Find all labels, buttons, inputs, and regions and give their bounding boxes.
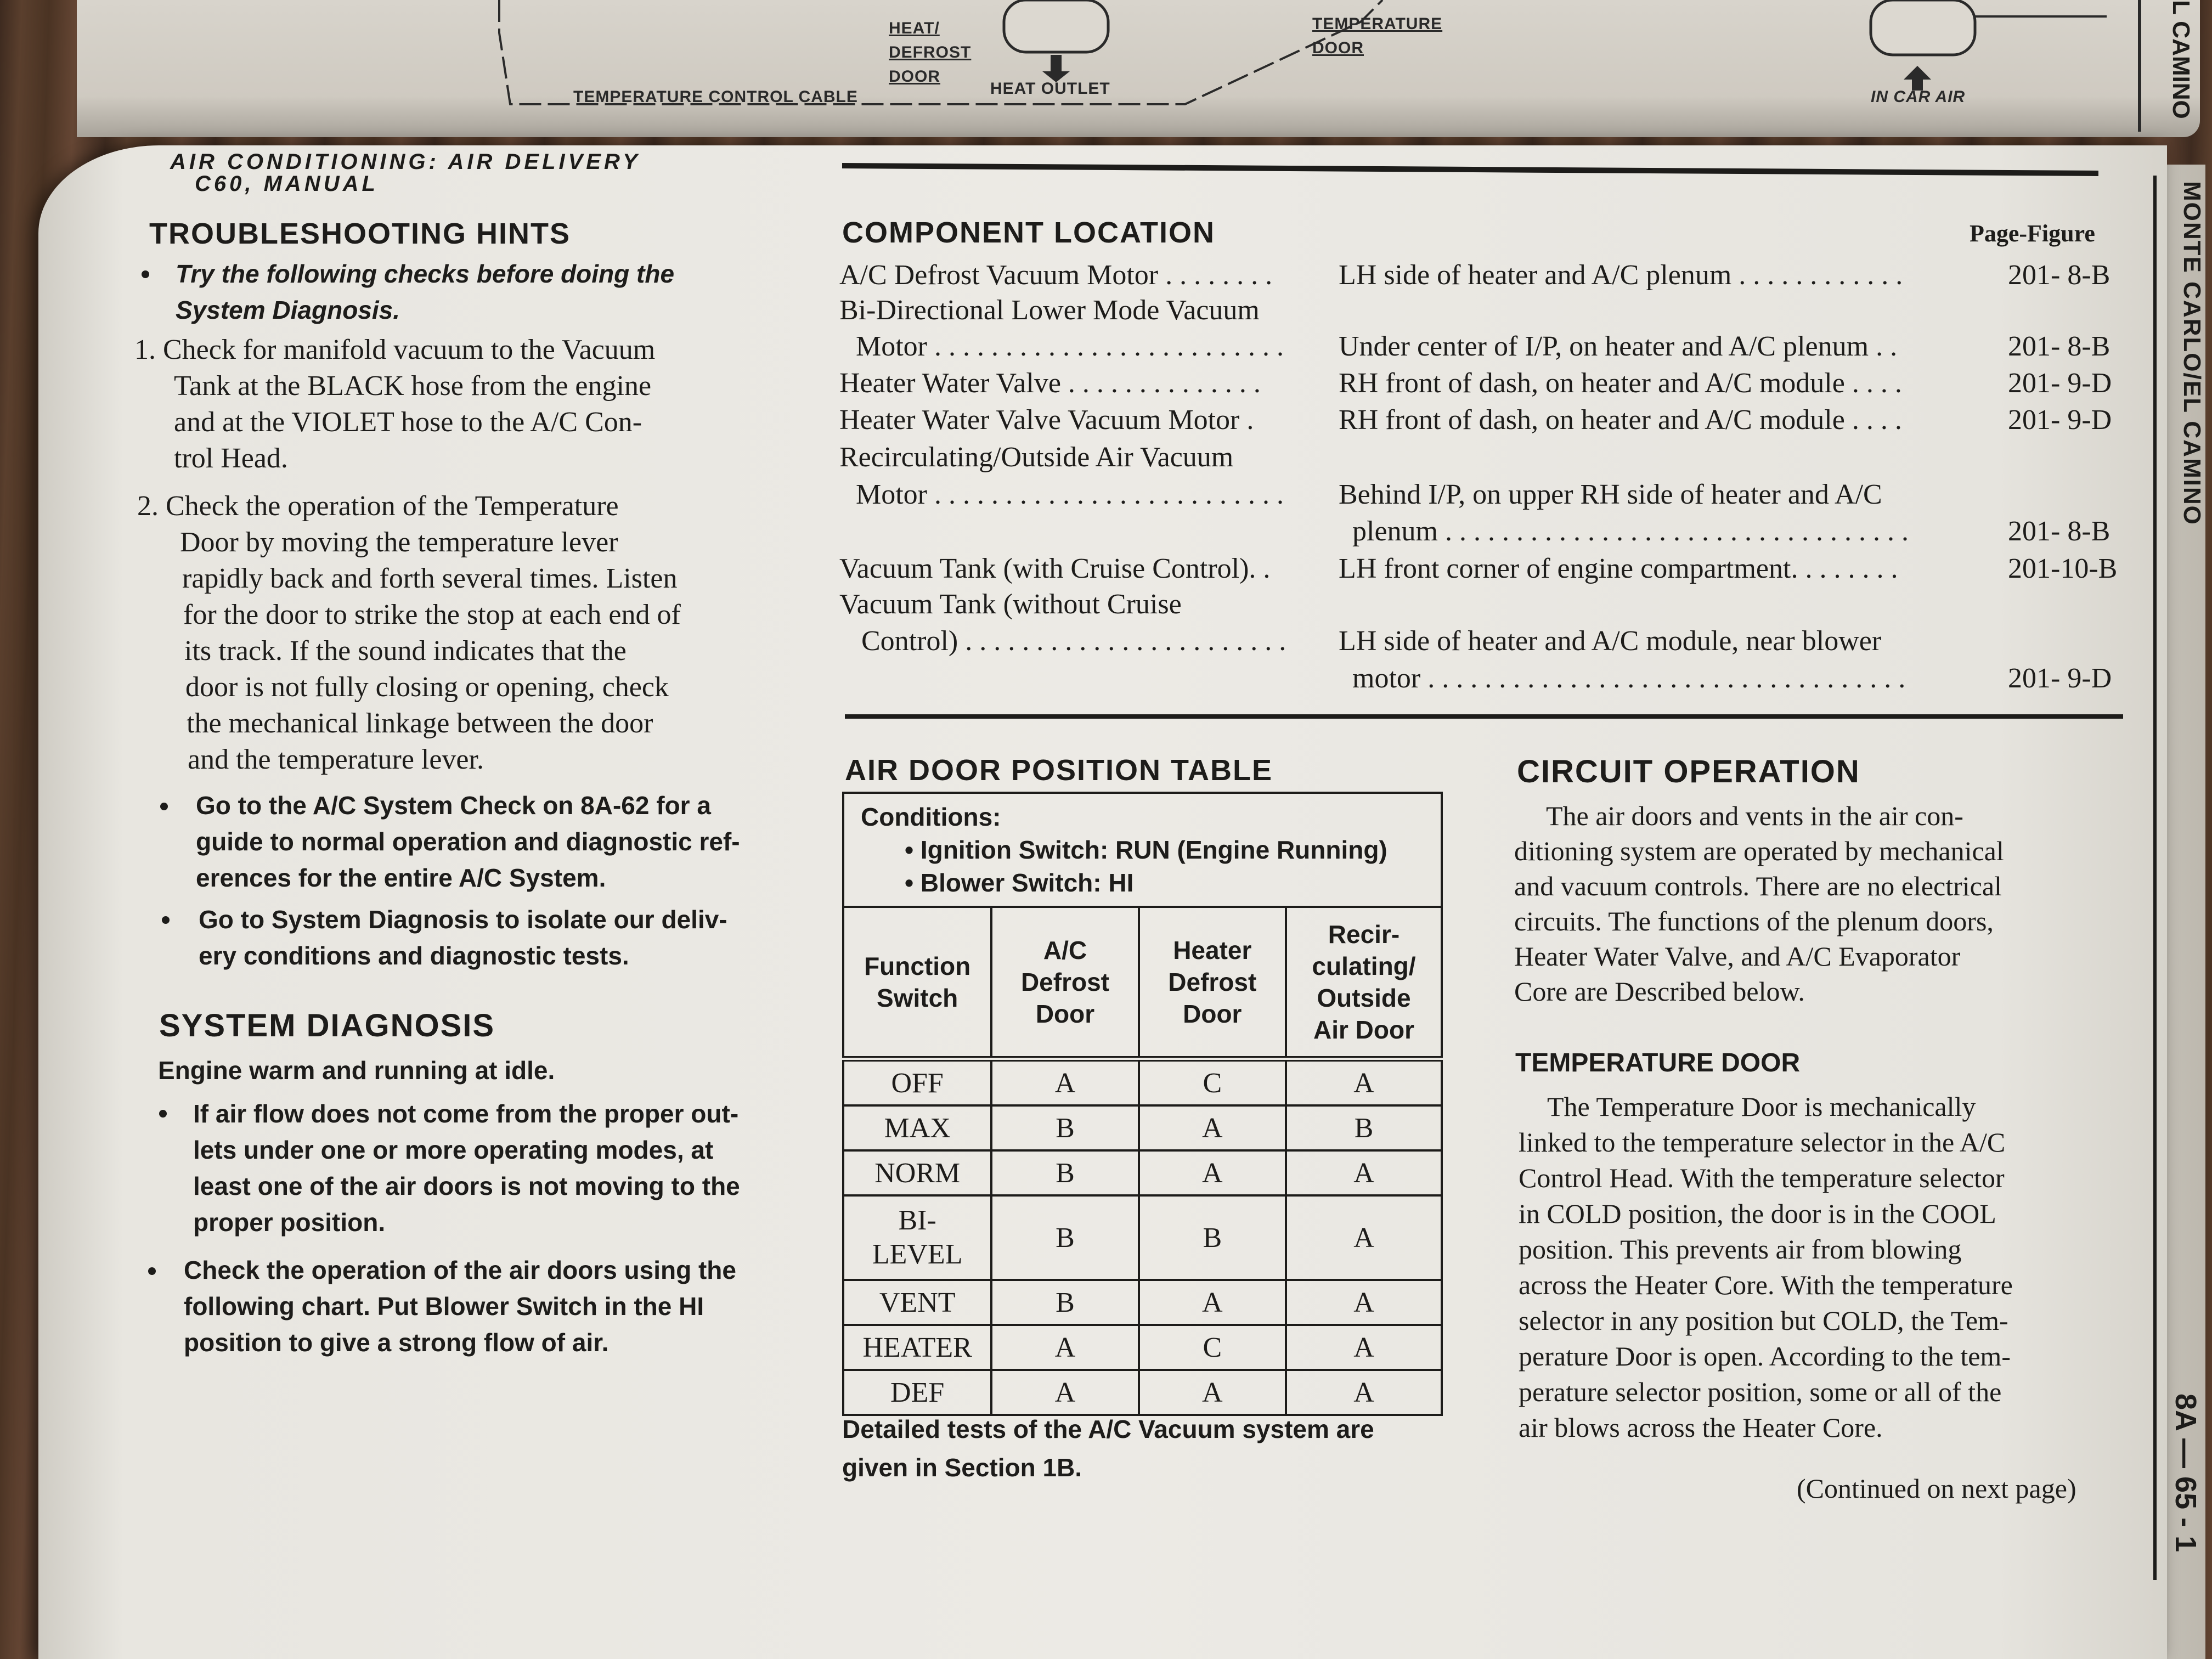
table-row <box>843 1059 1442 1105</box>
component-location: plenum . . . . . . . . . . . . . . . . . . . . . . . . . . . . . . . . . <box>1352 516 1909 547</box>
troubleshooting-title: TROUBLESHOOTING HINTS <box>149 217 571 250</box>
door-position-cell: B <box>991 1195 1138 1280</box>
component-name: Motor . . . . . . . . . . . . . . . . . . . . . . . . . <box>856 479 1284 510</box>
continued-note: (Continued on next page) <box>1797 1473 2076 1504</box>
temperature-door-title: TEMPERATURE DOOR <box>1515 1048 1801 1077</box>
vacuum-diagram-lines <box>77 0 2200 137</box>
function-switch-cell: VENT <box>843 1280 991 1325</box>
page-figure-ref: 201- 9-D <box>2008 663 2112 694</box>
previous-page-side-tab: L CAMINO <box>2168 0 2194 119</box>
side-tab: MONTE CARLO/EL CAMINO <box>2179 181 2205 526</box>
bullet <box>148 1267 156 1275</box>
section-rule <box>845 714 2123 719</box>
door-position-cell: A <box>1139 1105 1286 1150</box>
door-position-cell: C <box>1139 1059 1286 1105</box>
page-figure-ref: 201-10-B <box>2008 553 2118 584</box>
door-position-cell: B <box>1139 1195 1286 1280</box>
in-car-air-label: IN CAR AIR <box>1871 88 1966 106</box>
heat-defrost-door-label: HEAT/ DEFROST DOOR <box>889 19 972 86</box>
table-row <box>843 1105 1442 1150</box>
component-name: Recirculating/Outside Air Vacuum <box>839 442 1234 473</box>
door-position-cell: A <box>1286 1370 1442 1415</box>
table-row <box>843 1280 1442 1325</box>
function-switch-cell: NORM <box>843 1150 991 1195</box>
troubleshooting-bullet-b: Go to System Diagnosis to isolate our deliv- ery conditions and diagnostic tests. <box>199 905 727 970</box>
component-location-title: COMPONENT LOCATION <box>842 216 1215 249</box>
component-location: RH front of dash, on heater and A/C module . . . . <box>1339 368 1902 399</box>
door-position-cell: A <box>1139 1150 1286 1195</box>
door-position-cell: A <box>1286 1195 1442 1280</box>
air-door-position-table <box>842 792 1443 1416</box>
page-figure-ref: 201- 8-B <box>2008 516 2111 547</box>
component-location: LH front corner of engine compartment. . . . . . . . <box>1339 553 1898 584</box>
door-position-cell: C <box>1139 1325 1286 1370</box>
table-row <box>843 1195 1442 1280</box>
column-header: Heater Defrost Door <box>1139 907 1286 1059</box>
component-name: Heater Water Valve . . . . . . . . . . . . . . <box>839 368 1261 399</box>
air-door-table-title: AIR DOOR POSITION TABLE <box>845 754 1273 787</box>
system-diagnosis-bullet-a: If air flow does not come from the proper out- lets under one or more operating modes, at least one of the air doors is not moving to the proper position. <box>193 1099 740 1237</box>
function-switch-cell: MAX <box>843 1105 991 1150</box>
page-figure-ref: 201- 9-D <box>2008 368 2112 399</box>
circuit-operation-title: CIRCUIT OPERATION <box>1517 754 1860 789</box>
table-row <box>843 1370 1442 1415</box>
system-diagnosis-intro: Engine warm and running at idle. <box>158 1056 555 1085</box>
door-position-cell: B <box>991 1280 1138 1325</box>
function-switch-cell: HEATER <box>843 1325 991 1370</box>
page-figure-header: Page-Figure <box>1970 220 2095 247</box>
component-location: LH side of heater and A/C module, near blower <box>1339 625 1882 657</box>
column-header: Function Switch <box>843 907 991 1059</box>
door-position-cell: A <box>1286 1059 1442 1105</box>
door-position-cell: A <box>1286 1325 1442 1370</box>
bullet <box>160 803 168 810</box>
door-position-cell: A <box>1139 1280 1286 1325</box>
component-name: Vacuum Tank (without Cruise <box>839 589 1182 620</box>
component-location: LH side of heater and A/C plenum . . . . . . . . . . . . <box>1339 259 1903 291</box>
door-position-cell: B <box>1286 1105 1442 1150</box>
door-position-cell: A <box>1286 1280 1442 1325</box>
door-position-cell: A <box>1286 1150 1442 1195</box>
page-number: 8A — 65 - 1 <box>2169 1393 2202 1553</box>
table-conditions: Conditions: • Ignition Switch: RUN (Engine Running) • Blower Switch: HI <box>843 793 1442 907</box>
troubleshooting-intro: Try the following checks before doing the System Diagnosis. <box>176 259 675 324</box>
door-position-cell: B <box>991 1105 1138 1150</box>
component-name: Bi-Directional Lower Mode Vacuum <box>839 295 1260 326</box>
component-location: motor . . . . . . . . . . . . . . . . . . . . . . . . . . . . . . . . . . <box>1352 663 1906 694</box>
function-switch-cell: OFF <box>843 1059 991 1105</box>
bullet <box>142 270 149 278</box>
component-name: A/C Defrost Vacuum Motor . . . . . . . . <box>839 259 1273 291</box>
table-footnote: Detailed tests of the A/C Vacuum system are given in Section 1B. <box>842 1415 1374 1482</box>
previous-page-diagram <box>77 0 2200 137</box>
component-location: Behind I/P, on upper RH side of heater and A/C <box>1339 479 1882 510</box>
circuit-operation-paragraph: The air doors and vents in the air con- ditioning system are operated by mechanical and vacuum controls. There are no electrical circuits. The functions of the plenum doors, Heater Water Valve, and A/C Evaporator Core are Described below. <box>1514 800 2004 1007</box>
component-name: Motor . . . . . . . . . . . . . . . . . . . . . . . . . <box>856 331 1284 362</box>
table-row <box>843 1150 1442 1195</box>
function-switch-cell: DEF <box>843 1370 991 1415</box>
page-figure-ref: 201- 9-D <box>2008 404 2112 436</box>
function-switch-cell: BI- LEVEL <box>843 1195 991 1280</box>
column-header: A/C Defrost Door <box>991 907 1138 1059</box>
temperature-door-paragraph: The Temperature Door is mechanically linked to the temperature selector in the A/C Control Head. With the temperature selector in COLD position, the door is in the COOL position. This prevents air from blowing across the Heater Core. With the temperature selector in any position but COLD, the Tem- perature Door is open. According to the tem- perature selector position, some or all of the air blows across the Heater Core. <box>1519 1091 2013 1443</box>
door-position-cell: A <box>991 1325 1138 1370</box>
troubleshooting-step-2: 2. Check the operation of the Temperature Door by moving the temperature lever rapidly back and forth several times. Listen for the door to strike the stop at each end of its track. If the sound indicates that the door is not fully closing or opening, check the mechanical linkage between the door and the temperature lever. <box>137 490 681 775</box>
component-location: RH front of dash, on heater and A/C module . . . . <box>1339 404 1902 436</box>
heat-outlet-label: HEAT OUTLET <box>990 80 1110 98</box>
door-position-cell: A <box>991 1370 1138 1415</box>
troubleshooting-bullet-a: Go to the A/C System Check on 8A-62 for a guide to normal operation and diagnostic ref- erences for the entire A/C System. <box>196 791 740 892</box>
bullet <box>159 1110 167 1118</box>
component-name: Vacuum Tank (with Cruise Control). . <box>839 553 1271 584</box>
system-diagnosis-title: SYSTEM DIAGNOSIS <box>159 1008 495 1043</box>
page-figure-ref: 201- 8-B <box>2008 331 2111 362</box>
bullet <box>162 916 170 924</box>
door-position-cell: A <box>1139 1370 1286 1415</box>
troubleshooting-step-1: 1. Check for manifold vacuum to the Vacuum Tank at the BLACK hose from the engine and at the VIOLET hose to the A/C Con- trol Head. <box>134 334 656 474</box>
column-header: Recir- culating/ Outside Air Door <box>1286 907 1442 1059</box>
door-position-cell: B <box>991 1150 1138 1195</box>
component-name: Control) . . . . . . . . . . . . . . . . . . . . . . . <box>861 625 1286 657</box>
temperature-door-label: TEMPERATURE DOOR <box>1312 15 1443 57</box>
temperature-control-cable-label: TEMPERATURE CONTROL CABLE <box>573 88 858 106</box>
door-position-cell: A <box>991 1059 1138 1105</box>
component-location: Under center of I/P, on heater and A/C plenum . . <box>1339 331 1898 362</box>
page-header: AIR CONDITIONING: AIR DELIVERY C60, MANUAL <box>170 150 641 196</box>
table-row <box>843 1325 1442 1370</box>
system-diagnosis-bullet-b: Check the operation of the air doors using the following chart. Put Blower Switch in the HI position to give a strong flow of air. <box>184 1256 736 1357</box>
component-name: Heater Water Valve Vacuum Motor . <box>839 404 1254 436</box>
page-figure-ref: 201- 8-B <box>2008 259 2111 291</box>
side-rule <box>2153 176 2157 1580</box>
